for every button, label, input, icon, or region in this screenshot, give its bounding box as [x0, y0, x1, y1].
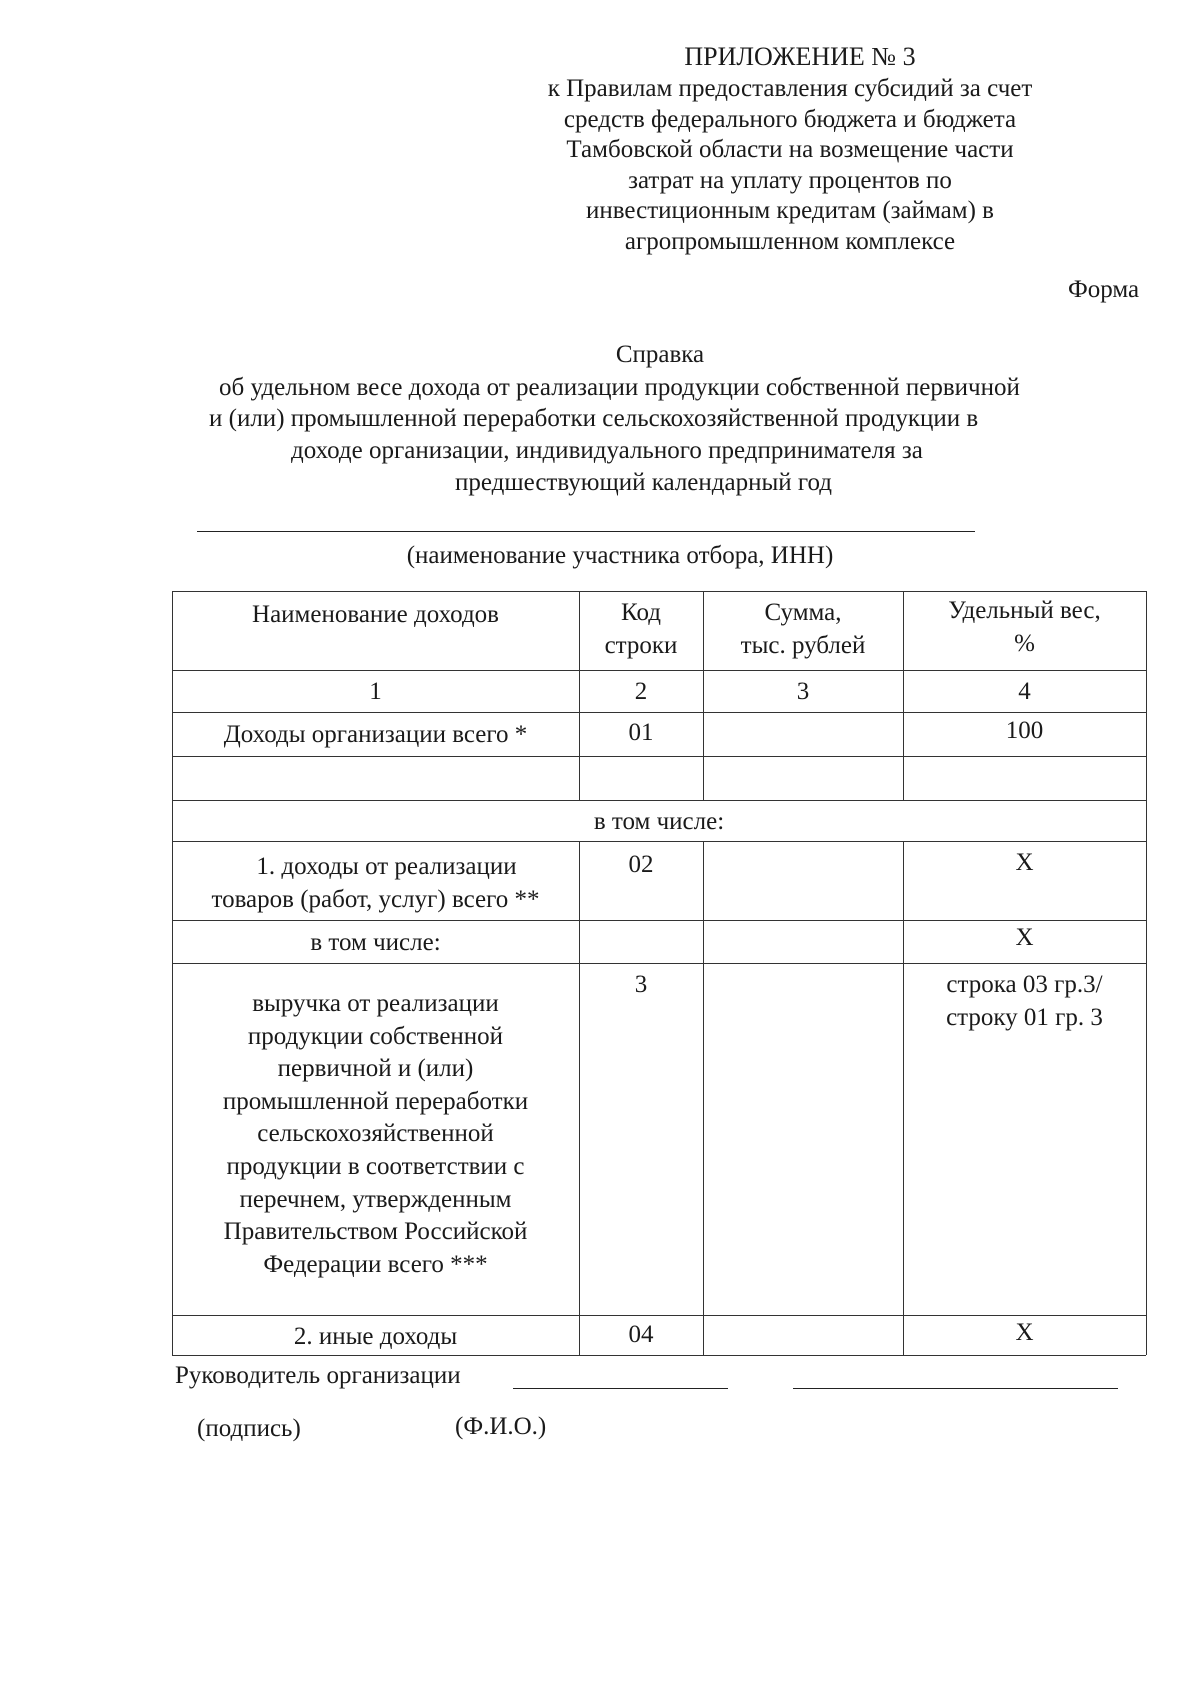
table-rule [172, 756, 1146, 757]
table-rule [172, 591, 1146, 592]
revenue-share-line: строку 01 гр. 3 [946, 1004, 1103, 1031]
header-name: Наименование доходов [252, 601, 499, 628]
header-share [903, 594, 1146, 660]
table-rule [579, 841, 580, 1355]
subtitle-line: об удельном весе дохода от реализации продукции собственной первичной [219, 374, 1020, 401]
table-rule [172, 963, 1146, 964]
participant-underline [197, 531, 975, 532]
goods-income-line: товаров (работ, услуг) всего ** [211, 886, 540, 913]
revenue-line: промышленной переработки [222, 1087, 529, 1115]
subtitle-line: предшествующий календарный год [455, 469, 833, 496]
table-rule [172, 1355, 1146, 1356]
table-rule [703, 841, 704, 1355]
revenue-line: перечнем, утвержденным [239, 1185, 512, 1213]
signature-line [513, 1388, 728, 1389]
revenue-share [903, 968, 1146, 1034]
header-share-line: % [1014, 630, 1035, 657]
revenue-line: Федерации всего *** [263, 1250, 488, 1278]
header-sum-line: тыс. рублей [740, 632, 866, 659]
other-income-name: 2. иные доходы [293, 1323, 458, 1350]
participant-caption: (наименование участника отбора, ИНН) [406, 542, 834, 569]
header-code-line: Код [621, 599, 661, 626]
certificate-title: Справка [615, 341, 705, 368]
appendix-line: затрат на уплату процентов по [628, 166, 952, 194]
signature-caption: (подпись) [197, 1415, 301, 1442]
including-label: в том числе: [593, 808, 725, 835]
total-income-code: 01 [628, 719, 654, 746]
appendix-line: агропромышленном комплексе [624, 227, 956, 255]
goods-including-label: в том числе: [310, 929, 441, 956]
column-number: 1 [369, 678, 382, 705]
subtitle-line: доходе организации, индивидуального предпринимателя за [291, 437, 923, 464]
column-number: 4 [1018, 678, 1031, 705]
revenue-line: сельскохозяйственной [257, 1120, 494, 1148]
other-income-share: X [1015, 1319, 1034, 1346]
header-code-line: строки [604, 632, 678, 659]
head-of-organization-label: Руководитель организации [175, 1362, 461, 1389]
revenue-code: 3 [634, 971, 648, 998]
header-sum [703, 596, 903, 662]
table-rule [903, 841, 904, 1355]
column-number: 3 [796, 678, 810, 705]
table-rule [172, 670, 1146, 671]
goods-income-code: 02 [628, 851, 654, 878]
header-code [579, 596, 703, 662]
goods-income-share: X [1015, 849, 1034, 876]
revenue-share-line: строка 03 гр.3/ [946, 971, 1103, 998]
revenue-line: продукции собственной [247, 1022, 504, 1050]
header-sum-line: Сумма, [764, 599, 842, 626]
table-rule [1146, 591, 1147, 1355]
name-caption: (Ф.И.О.) [455, 1413, 547, 1440]
revenue-line: Правительством Российской [223, 1218, 528, 1246]
revenue-line: первичной и (или) [277, 1055, 474, 1083]
goods-including-share: X [1015, 924, 1034, 951]
table-rule [172, 712, 1146, 713]
revenue-line: продукции в соответствии с [226, 1152, 525, 1180]
column-number: 2 [634, 678, 648, 705]
table-rule [172, 841, 1146, 842]
table-rule [172, 800, 1146, 801]
total-income-share: 100 [1005, 717, 1044, 744]
appendix-line: к Правилам предоставления субсидий за счет [547, 75, 1033, 102]
goods-income-name [172, 850, 579, 916]
goods-income-line: 1. доходы от реализации [256, 853, 517, 880]
form-label: Форма [1068, 276, 1140, 303]
appendix-line: средств федерального бюджета и бюджета [563, 105, 1017, 133]
header-share-line: Удельный вес, [948, 597, 1101, 624]
revenue-name [172, 988, 579, 1281]
appendix-title: ПРИЛОЖЕНИЕ № 3 [684, 42, 916, 71]
appendix-basis [480, 74, 1100, 257]
name-line [793, 1388, 1118, 1389]
subtitle-line: и (или) промышленной переработки сельскохозяйственной продукции в [209, 405, 979, 432]
other-income-code: 04 [628, 1321, 654, 1348]
revenue-line: выручка от реализации [252, 990, 499, 1017]
appendix-line: Тамбовской области на возмещение части [566, 136, 1014, 163]
appendix-line: инвестиционным кредитам (займам) в [586, 197, 994, 224]
total-income-name: Доходы организации всего * [223, 721, 528, 748]
